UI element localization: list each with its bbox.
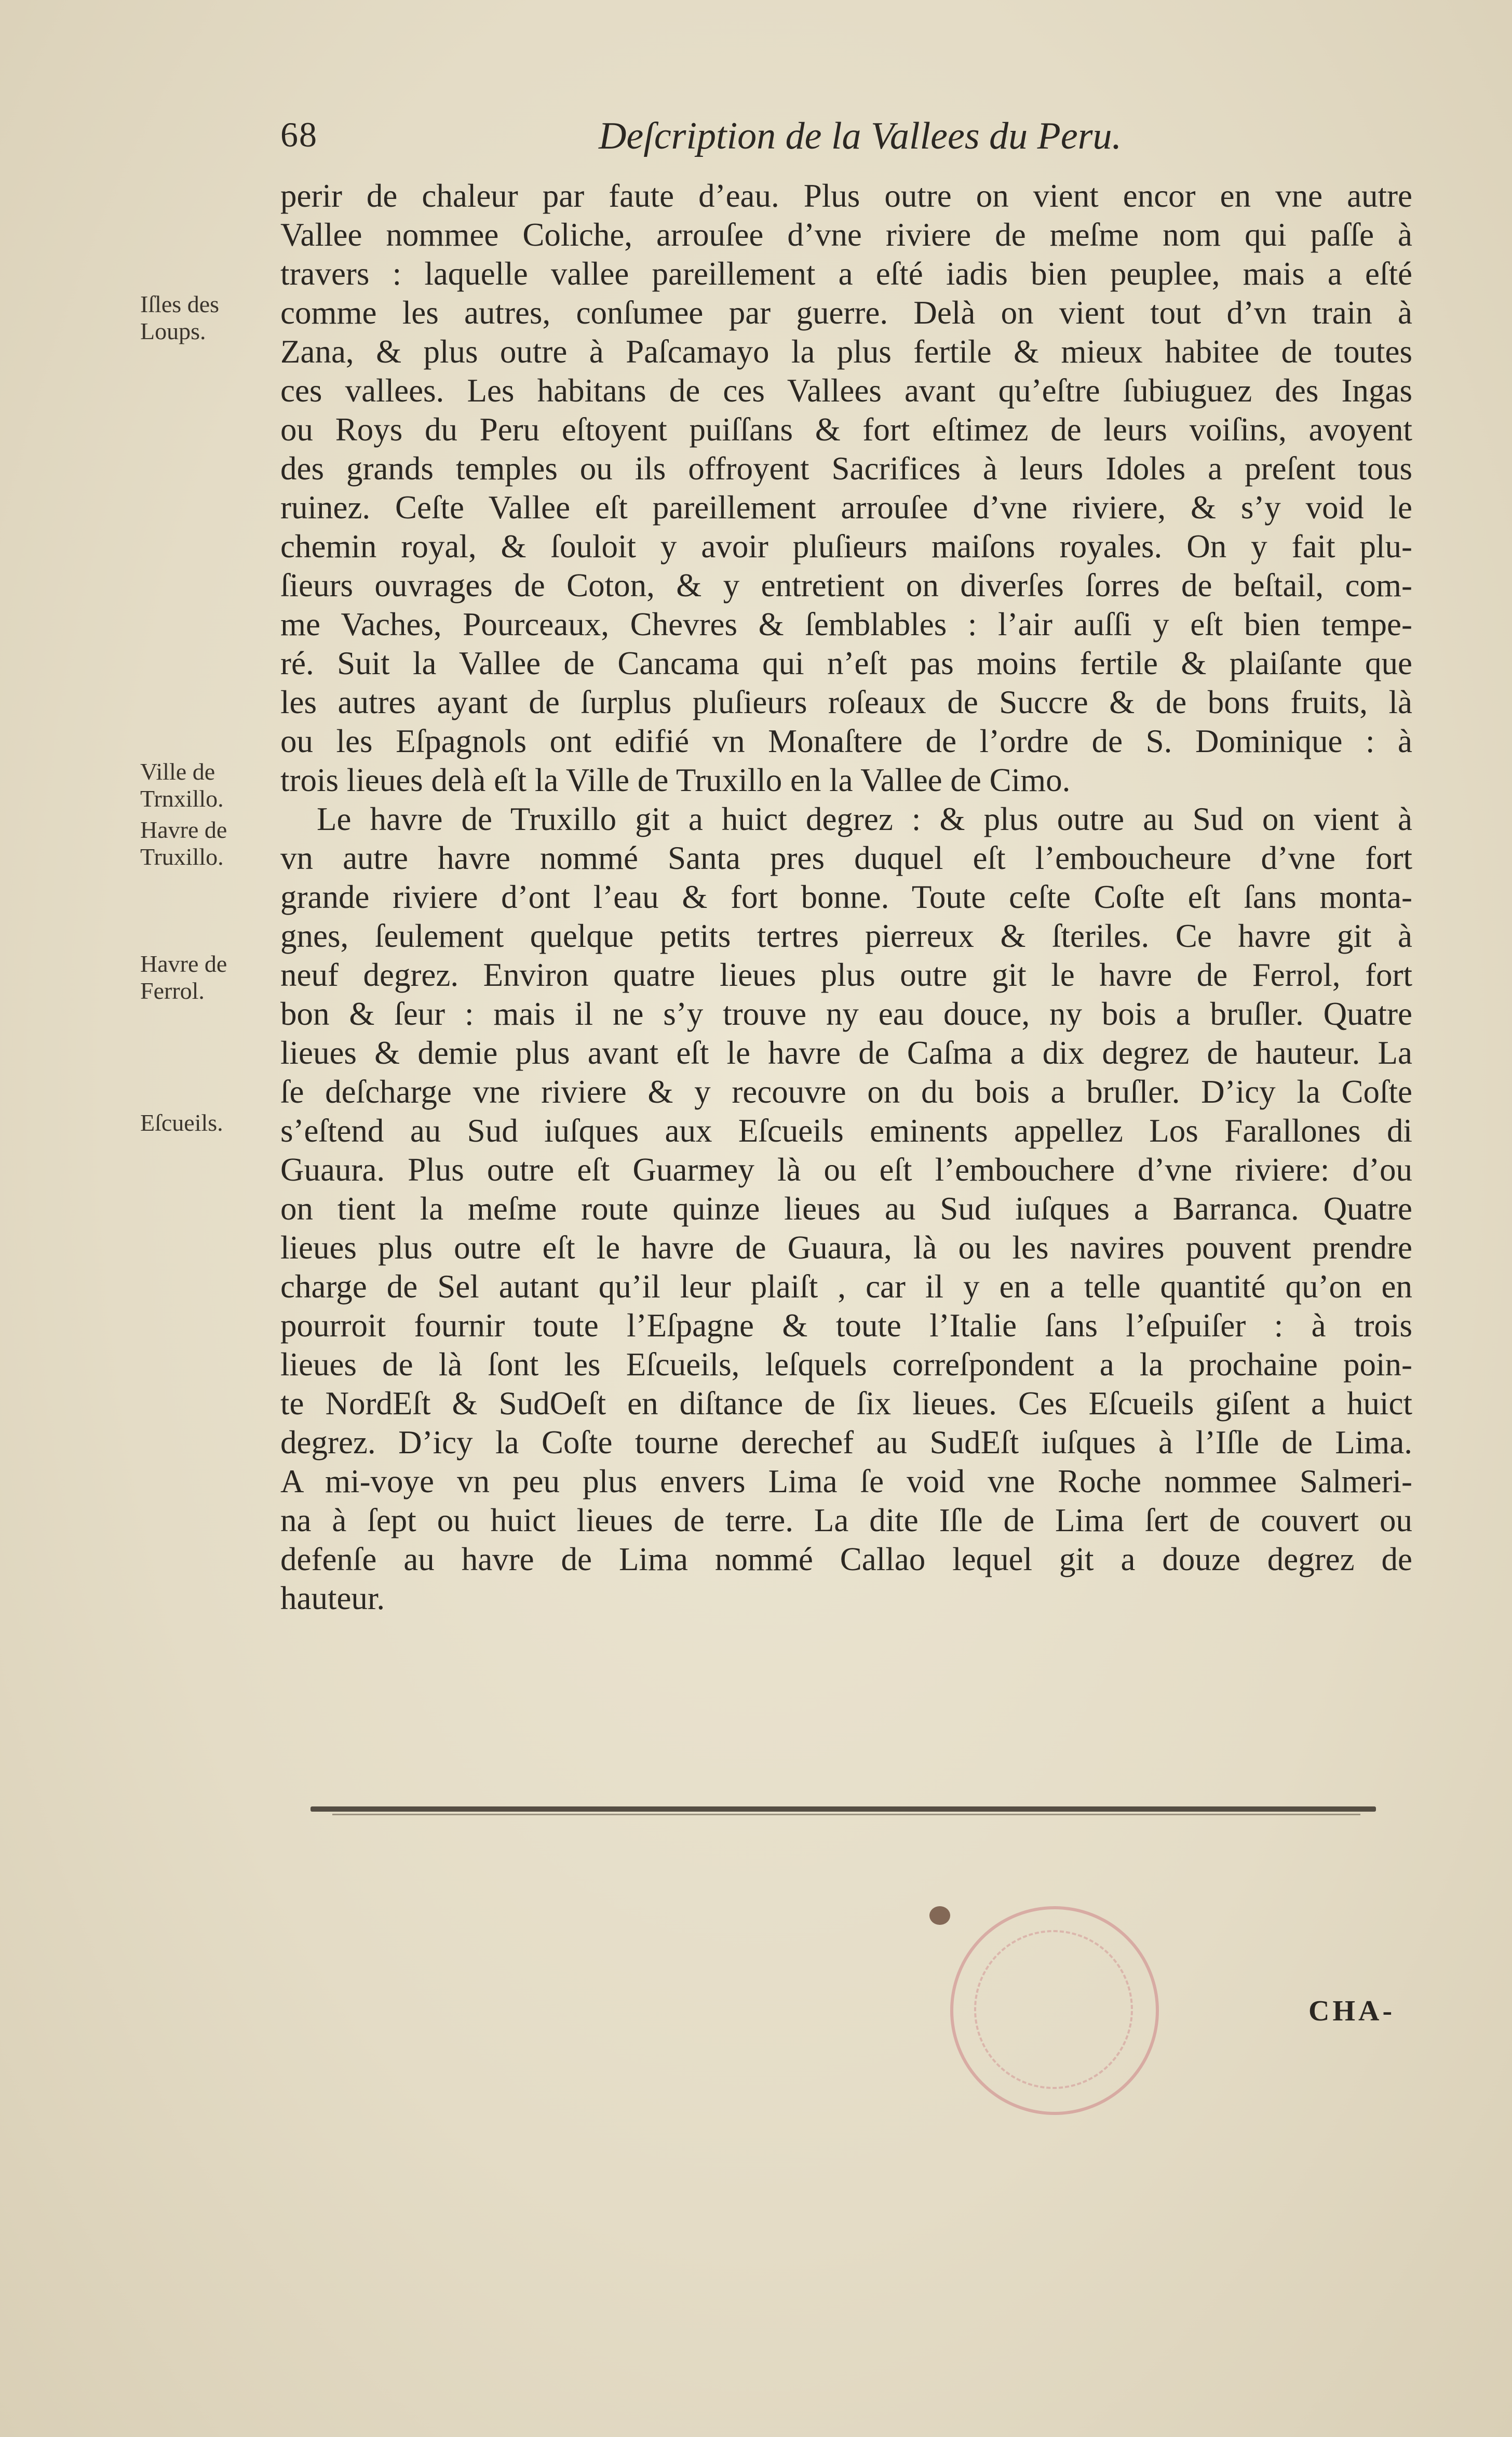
- margin-note-escueils: Eſcueils.: [140, 1109, 223, 1136]
- text-line: charge de Sel autant qu’il leur plaiſt , car il y en a telle quantité qu’on en: [280, 1268, 1412, 1305]
- text-line: me Vaches, Pourceaux, Chevres & ſemblables : l’air auſſi y eſt bien tempe-: [280, 606, 1412, 642]
- text-line: ou Roys du Peru eſtoyent puiſſans & fort eſtimez de leurs voiſins, avoyent: [280, 411, 1412, 448]
- margin-note-havre-de-ferrol: Havre de Ferrol.: [140, 950, 227, 1004]
- text-line: les autres ayant de ſurplus pluſieurs roſeaux de Succre & de bons fruits, là: [280, 684, 1412, 720]
- text-line: ruinez. Ceſte Vallee eſt pareillement arrouſee d’vne riviere, & s’y void le: [280, 489, 1412, 526]
- text-line: comme les autres, conſumee par guerre. Delà on vient tout d’vn train à: [280, 294, 1412, 331]
- body-text: [280, 177, 1412, 1618]
- text-line: hauteur.: [280, 1580, 385, 1616]
- catchword: CHA-: [1308, 1995, 1396, 2027]
- running-title: Deſcription de la Vallees du Peru.: [598, 115, 1122, 157]
- library-stamp-inner-ring: [974, 1930, 1133, 2089]
- ink-blot: [929, 1906, 950, 1925]
- text-line: degrez. D’icy la Coſte tourne derechef au SudEſt iuſques à l’Iſle de Lima.: [280, 1424, 1412, 1461]
- text-line: te NordEſt & SudOeſt en diſtance de ſix lieues. Ces Eſcueils giſent a huict: [280, 1385, 1412, 1422]
- page-number: 68: [280, 115, 318, 154]
- divider-rule: [310, 1806, 1376, 1812]
- text-line: bon & ſeur : mais il ne s’y trouve ny eau douce, ny bois a bruſler. Quatre: [280, 996, 1412, 1032]
- text-line: ſieurs ouvrages de Coton, & y entretient on diverſes ſorres de beſtail, com-: [280, 567, 1412, 604]
- text-line: lieues plus outre eſt le havre de Guaura, là ou les navires pouvent prendre: [280, 1229, 1412, 1266]
- text-line: Zana, & plus outre à Paſcamayo la plus fertile & mieux habitee de toutes: [280, 333, 1412, 370]
- text-line: gnes, ſeulement quelque petits tertres pierreux & ſteriles. Ce havre git à: [280, 918, 1412, 954]
- text-line: Vallee nommee Coliche, arrouſee d’vne riviere de meſme nom qui paſſe à: [280, 217, 1412, 253]
- text-line: grande riviere d’ont l’eau & fort bonne. Toute ceſte Coſte eſt ſans monta-: [280, 879, 1412, 915]
- text-line: ré. Suit la Vallee de Cancama qui n’eſt pas moins fertile & plaiſante que: [280, 645, 1412, 681]
- text-line: ces vallees. Les habitans de ces Vallees avant qu’eſtre ſubiuguez des Ingas: [280, 372, 1412, 409]
- text-line: A mi-voye vn peu plus envers Lima ſe void vne Roche nommee Salmeri-: [280, 1463, 1412, 1499]
- text-line: on tient la meſme route quinze lieues au Sud iuſques a Barranca. Quatre: [280, 1190, 1412, 1227]
- library-stamp: [950, 1906, 1159, 2115]
- text-line: vn autre havre nommé Santa pres duquel eſt l’emboucheure d’vne fort: [280, 840, 1412, 876]
- text-line: pourroit fournir toute l’Eſpagne & toute l’Italie ſans l’eſpuiſer : à trois: [280, 1307, 1412, 1344]
- text-line: perir de chaleur par faute d’eau. Plus outre on vient encor en vne autre: [280, 178, 1412, 214]
- text-line: trois lieues delà eſt la Ville de Truxillo en la Vallee de Cimo.: [280, 762, 1071, 798]
- text-line: neuf degrez. Environ quatre lieues plus outre git le havre de Ferrol, fort: [280, 957, 1412, 993]
- divider-rule-secondary: [332, 1814, 1360, 1815]
- text-line: s’eſtend au Sud iuſques aux Eſcueils eminents appellez Los Farallones di: [280, 1113, 1412, 1149]
- margin-note-ville-de-truxillo: Ville de Trnxillo.: [140, 758, 224, 812]
- margin-note-isles-des-loups: Iſles des Loups.: [140, 291, 220, 344]
- text-line: defenſe au havre de Lima nommé Callao lequel git a douze degrez de: [280, 1541, 1412, 1577]
- text-line: ou les Eſpagnols ont edifié vn Monaſtere de l’ordre de S. Dominique : à: [280, 723, 1412, 759]
- text-line: na à ſept ou huict lieues de terre. La dite Iſle de Lima ſert de couvert ou: [280, 1502, 1412, 1538]
- text-line: lieues de là ſont les Eſcueils, leſquels correſpondent a la prochaine poin-: [280, 1346, 1412, 1383]
- text-line: des grands temples ou ils offroyent Sacrifices à leurs Idoles a preſent tous: [280, 450, 1412, 487]
- text-line: Guaura. Plus outre eſt Guarmey là ou eſt l’embouchere d’vne riviere: d’ou: [280, 1151, 1412, 1188]
- margin-note-havre-de-truxillo: Havre de Truxillo.: [140, 816, 227, 870]
- text-line: Le havre de Truxillo git a huict degrez : & plus outre au Sud on vient à: [317, 801, 1412, 837]
- running-head: [280, 104, 1122, 161]
- text-line: chemin royal, & ſouloit y avoir pluſieurs maiſons royales. On y fait plu-: [280, 528, 1412, 565]
- text-line: lieues & demie plus avant eſt le havre de Caſma a dix degrez de hauteur. La: [280, 1035, 1412, 1071]
- text-line: ſe deſcharge vne riviere & y recouvre on du bois a bruſler. D’icy la Coſte: [280, 1074, 1412, 1110]
- text-line: travers : laquelle vallee pareillement a eſté iadis bien peuplee, mais a eſté: [280, 256, 1412, 292]
